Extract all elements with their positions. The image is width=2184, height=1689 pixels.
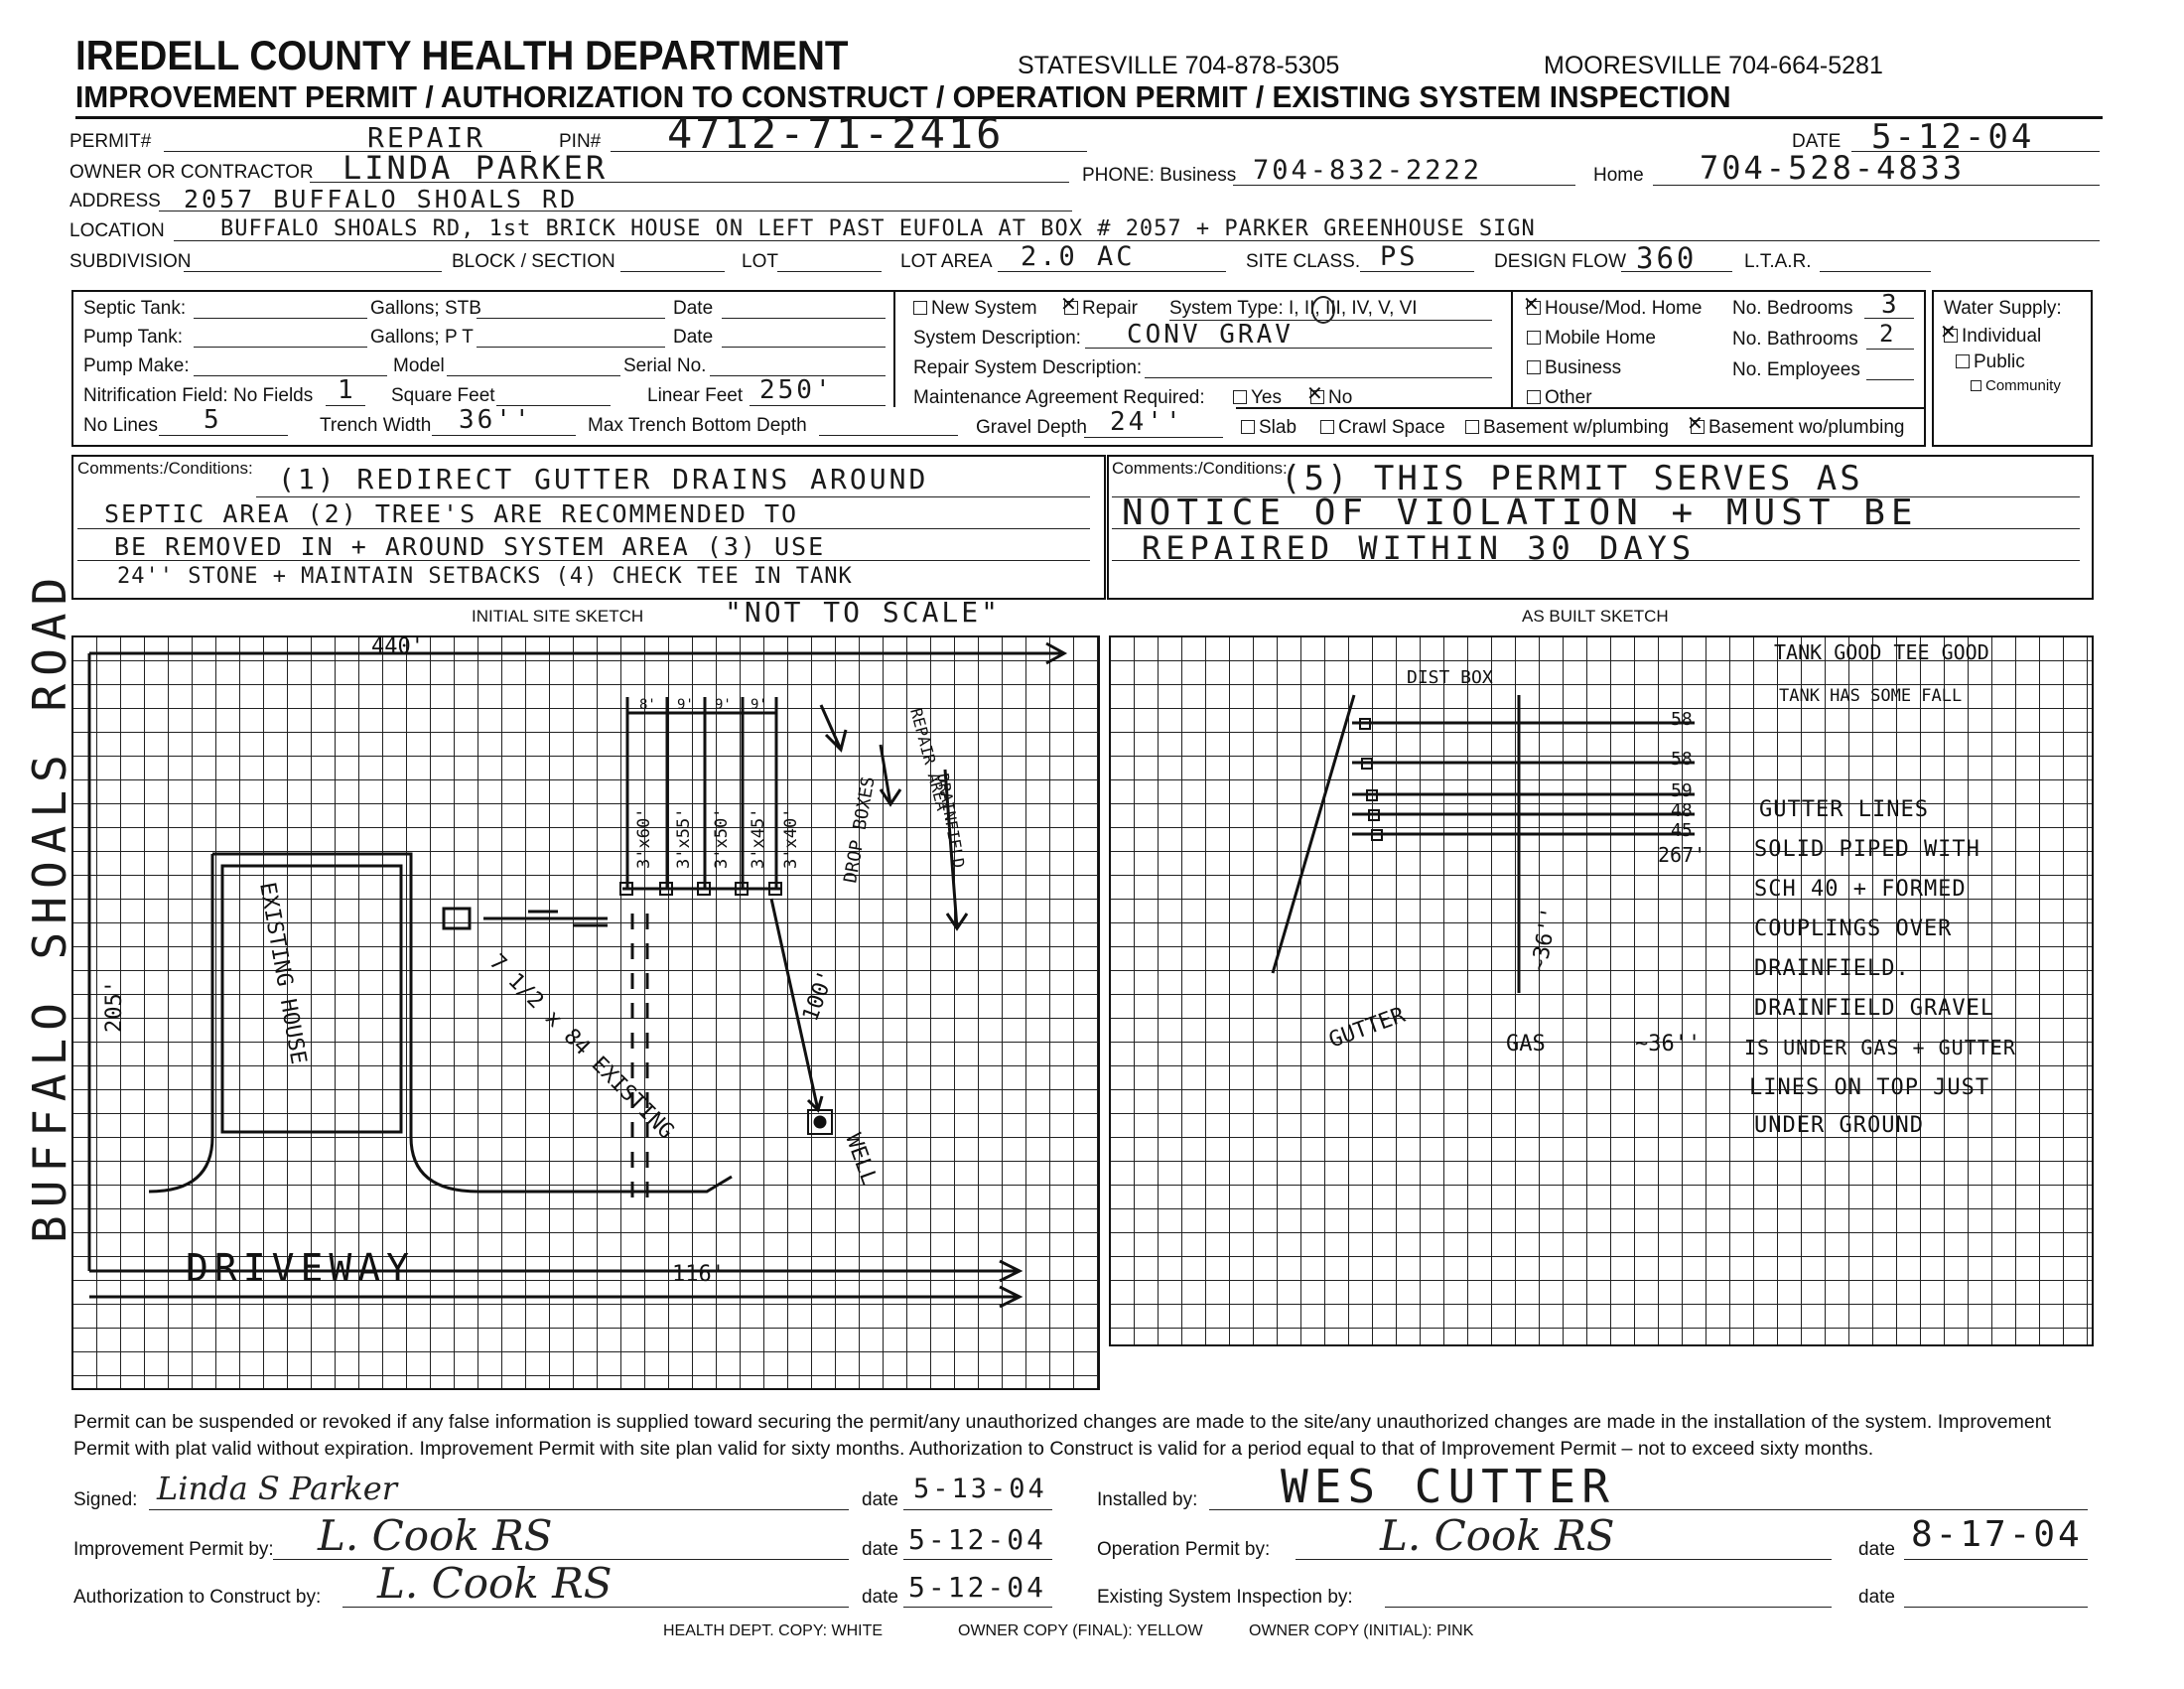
design-flow-value: 360 (1636, 241, 1698, 275)
fields-value: 1 (338, 375, 356, 405)
comments-right-text1: (5) THIS PERMIT SERVES AS (1281, 459, 1863, 498)
existing-label: Existing System Inspection by: (1097, 1587, 1353, 1608)
dist-box-line (1273, 695, 1354, 973)
operation-label: Operation Permit by: (1097, 1539, 1271, 1560)
employees-label: No. Employees (1732, 359, 1860, 380)
improvement-signature: L. Cook RS (318, 1511, 553, 1560)
signed-signature: Linda S Parker (157, 1470, 398, 1507)
subdivision-label: SUBDIVISION (69, 251, 192, 272)
length-label-1: 58 (1671, 709, 1693, 730)
bathrooms-value: 2 (1879, 320, 1897, 348)
depth-label-2: ~36'' (1635, 1032, 1702, 1056)
house-label: EXISTING HOUSE (254, 880, 311, 1066)
crawl-box (1320, 420, 1334, 434)
copy-yellow-label: OWNER COPY (FINAL): YELLOW (958, 1622, 1203, 1639)
not-to-scale-note: "NOT TO SCALE" (725, 596, 1002, 629)
line-label-2: 3'x55' (674, 807, 694, 869)
gutter-notes (1744, 797, 2016, 1138)
built-boxes (1360, 719, 1382, 840)
authorization-label: Authorization to Construct by: (73, 1587, 322, 1608)
maint-yes-checkbox[interactable] (1233, 387, 1282, 409)
gutter-note-2: SOLID PIPED WITH (1754, 837, 1980, 862)
spacing-label-2: 9' (677, 697, 694, 713)
bottom-dimension-label: 116' (672, 1262, 725, 1287)
bedrooms-label: No. Bedrooms (1732, 298, 1853, 319)
permit-label: PERMIT# (69, 131, 152, 152)
pt-line (477, 347, 665, 348)
block-label: BLOCK / SECTION (452, 251, 615, 272)
new-system-box (913, 301, 927, 315)
house-checkbox[interactable] (1527, 298, 1702, 320)
linear-label: Linear Feet (647, 385, 744, 406)
authorization-date-label: date (862, 1587, 898, 1608)
other-checkbox[interactable] (1527, 387, 1592, 409)
pump-make-label: Pump Make: (83, 355, 190, 376)
date-value: 5-12-04 (1871, 117, 2035, 157)
subdivision-line (184, 271, 442, 272)
disclaimer-line-2: Permit with plat valid without expiration. Improvement Permit with site plan valid for sixty months. Authorization to Construct is valid for a period equal to that of Improvement Permit – not to exceed sixty months. (73, 1438, 1874, 1460)
initial-site-drawing (71, 635, 1096, 1386)
serial-label: Serial No. (623, 355, 707, 376)
authorization-date-line[interactable] (903, 1607, 1052, 1608)
home-phone-value: 704-528-4833 (1700, 149, 1966, 187)
linear-line (750, 405, 886, 406)
maint-no-text: No (1328, 387, 1353, 408)
community-text: Community (1985, 377, 2061, 394)
ltar-line (1820, 271, 1931, 272)
repair-box (1064, 301, 1078, 315)
no-lines-line (159, 435, 288, 436)
dist-box-label: DIST BOX (1407, 667, 1493, 688)
driveway-label: DRIVEWAY (186, 1246, 416, 1290)
signed-date-label: date (862, 1489, 898, 1510)
no-lines-label: No Lines (83, 415, 158, 436)
comments-left-line1 (256, 496, 1090, 497)
site-class-label: SITE CLASS. (1246, 251, 1361, 272)
comments-left-text1: (1) REDIRECT GUTTER DRAINS AROUND (278, 463, 929, 495)
comments-right-label: Comments:/Conditions: (1112, 459, 1288, 478)
system-desc-label: System Description: (913, 328, 1081, 349)
pin-value: 4712-71-2416 (667, 109, 1005, 158)
public-box (1956, 354, 1970, 368)
drop-box-label: DROP BOXES (840, 774, 880, 885)
system-desc-value: CONV GRAV (1127, 320, 1294, 350)
existing-date-label: date (1858, 1587, 1895, 1608)
line-label-3: 3'x50' (712, 807, 732, 869)
system-divider-1 (893, 290, 895, 407)
mobile-text: Mobile Home (1545, 328, 1656, 349)
comments-left-text2: SEPTIC AREA (2) TREE'S ARE RECOMMENDED TO (104, 499, 799, 528)
department-title: IREDELL COUNTY HEALTH DEPARTMENT (75, 32, 849, 78)
location-value: BUFFALO SHOALS RD, 1st BRICK HOUSE ON LEFT PAST EUFOLA AT BOX # 2057 + PARKER GREENHOUSE SIGN (220, 216, 1536, 241)
new-system-text: New System (931, 298, 1037, 319)
phone-business-label: PHONE: Business (1082, 165, 1237, 186)
gravel-depth-value: 24'' (1110, 407, 1184, 437)
spacing-labels (639, 697, 767, 713)
installed-value: WES CUTTER (1281, 1460, 1615, 1513)
disclaimer-line-1: Permit can be suspended or revoked if any false information is supplied toward securing the permit/any unauthorized changes are made to the site/any unauthorized changes are made in the installation of the system. Improvement (73, 1411, 2052, 1433)
improvement-date-label: date (862, 1539, 898, 1560)
drainfield-label: DRAINFIELD (933, 772, 969, 870)
max-trench-label: Max Trench Bottom Depth (588, 415, 807, 436)
business-text: Business (1545, 357, 1622, 378)
line-label-4: 3'x45' (749, 807, 768, 869)
owner-value: LINDA PARKER (342, 149, 609, 187)
line-label-1: 3'x60' (634, 807, 654, 869)
length-label-2: 58 (1671, 749, 1693, 770)
system-divider-2 (1511, 290, 1513, 407)
maint-label: Maintenance Agreement Required: (913, 387, 1205, 408)
side-dimension-label: 205' (102, 980, 127, 1033)
date-label: DATE (1792, 131, 1842, 152)
mobile-checkbox[interactable] (1527, 328, 1656, 350)
repair-arrow-2 (881, 745, 900, 804)
gutter-note-9: UNDER GROUND (1754, 1113, 1924, 1138)
gutter-note-4: COUPLINGS OVER (1754, 916, 1953, 941)
date1-line (722, 318, 886, 319)
operation-signature: L. Cook RS (1380, 1511, 1615, 1560)
road-label: BUFFALO SHOALS ROAD (23, 569, 76, 1243)
as-built-drawing (1109, 635, 2090, 1342)
maint-yes-box (1233, 390, 1247, 404)
form-subtitle: IMPROVEMENT PERMIT / AUTHORIZATION TO CONSTRUCT / OPERATION PERMIT / EXISTING SYSTEM INSPECTION (75, 79, 1731, 114)
sqft-label: Square Feet (391, 385, 495, 406)
pump-tank-line (194, 347, 367, 348)
comments-left-line2 (77, 528, 1090, 529)
crawl-text: Crawl Space (1338, 417, 1445, 438)
tank-note-2: TANK HAS SOME FALL (1779, 686, 1963, 706)
lot-label: LOT (742, 251, 778, 272)
gas-label: GAS (1506, 1032, 1546, 1056)
authorization-signature: L. Cook RS (377, 1559, 613, 1608)
community-box (1971, 380, 1981, 391)
fields-line (326, 405, 365, 406)
basement-w-text: Basement w/plumbing (1483, 417, 1669, 438)
gutter-note-1: GUTTER LINES (1759, 797, 1929, 822)
basement-w-box (1465, 420, 1479, 434)
mooresville-phone: MOORESVILLE 704-664-5281 (1544, 52, 1883, 79)
signed-date-value: 5-13-04 (913, 1474, 1047, 1504)
public-text: Public (1974, 352, 2025, 372)
slab-checkbox[interactable] (1241, 417, 1297, 439)
individual-text: Individual (1962, 326, 2042, 347)
other-box (1527, 390, 1541, 404)
septic-tank-label: Septic Tank: (83, 298, 187, 319)
tank-pipe (483, 912, 608, 925)
stb-line (477, 318, 665, 319)
gutter-note-7: IS UNDER GAS + GUTTER (1744, 1036, 2016, 1059)
pump-tank-label: Pump Tank: (83, 327, 183, 348)
slab-text: Slab (1259, 417, 1297, 438)
slab-box (1241, 420, 1255, 434)
repair-arrow-1 (821, 705, 846, 750)
operation-date-line[interactable] (1904, 1559, 2088, 1560)
business-checkbox[interactable] (1527, 357, 1621, 379)
signed-line[interactable] (149, 1509, 849, 1510)
phone-business-value: 704-832-2222 (1253, 155, 1483, 186)
other-text: Other (1545, 387, 1592, 408)
individual-box (1944, 329, 1958, 343)
repair-area-label: REPAIR AREA (906, 706, 952, 813)
owner-label: OWNER OR CONTRACTOR (69, 162, 314, 183)
model-line (447, 375, 620, 376)
pin-label: PIN# (559, 131, 602, 152)
employees-line (1866, 379, 1914, 380)
ltar-label: L.T.A.R. (1744, 251, 1812, 272)
gutter-note-3: SCH 40 + FORMED (1754, 877, 1967, 902)
crawl-checkbox[interactable] (1320, 417, 1445, 439)
existing-line[interactable] (1385, 1607, 1832, 1608)
date2-line (722, 347, 886, 348)
spacing-label-3: 9' (715, 697, 732, 713)
top-dimension-label: 440' (371, 635, 424, 659)
comments-left-text4: 24'' STONE + MAINTAIN SETBACKS (4) CHECK TEE IN TANK (117, 564, 853, 589)
house-front (222, 866, 401, 1132)
business-box (1527, 360, 1541, 374)
linear-value: 250' (759, 375, 834, 405)
lot-area-label: LOT AREA (900, 251, 993, 272)
line-label-5: 3'x40' (781, 807, 801, 869)
max-trench-line (819, 435, 958, 436)
date1-label: Date (673, 298, 714, 319)
spacing-label-4: 9' (751, 697, 767, 713)
basement-wo-text: Basement wo/plumbing (1708, 417, 1905, 438)
gutter-note-6: DRAINFIELD GRAVEL (1754, 996, 1995, 1021)
bathrooms-line (1866, 349, 1914, 350)
basement-w-checkbox[interactable] (1465, 417, 1669, 439)
design-flow-label: DESIGN FLOW (1494, 251, 1627, 272)
date2-label: Date (673, 327, 714, 348)
water-supply-label: Water Supply: (1944, 298, 2062, 319)
gutter-note-5: DRAINFIELD. (1754, 956, 1910, 981)
statesville-phone: STATESVILLE 704-878-5305 (1018, 52, 1340, 79)
gravel-depth-label: Gravel Depth (976, 417, 1087, 438)
gallons-pt-label: Gallons; P T (370, 327, 474, 348)
installed-label: Installed by: (1097, 1489, 1198, 1510)
well-label: WELL (840, 1130, 882, 1189)
copy-white-label: HEALTH DEPT. COPY: WHITE (663, 1622, 884, 1639)
house-text: House/Mod. Home (1545, 298, 1703, 319)
existing-date-line[interactable] (1904, 1607, 2088, 1608)
property-line-top (89, 643, 1064, 663)
improvement-label: Improvement Permit by: (73, 1539, 274, 1560)
operation-date-label: date (1858, 1539, 1895, 1560)
address-value: 2057 BUFFALO SHOALS RD (184, 185, 579, 213)
repair-text: Repair (1082, 298, 1138, 319)
model-label: Model (393, 355, 445, 376)
subtitle-underline (75, 116, 2103, 119)
improvement-date-line[interactable] (903, 1559, 1052, 1560)
location-label: LOCATION (69, 220, 165, 241)
system-type-label: System Type: I, II, III, IV, V, VI (1169, 298, 1418, 319)
individual-checkbox[interactable] (1944, 326, 2041, 348)
as-built-title: AS BUILT SKETCH (1522, 607, 1669, 626)
improvement-date-value: 5-12-04 (908, 1523, 1047, 1556)
comments-left-label: Comments:/Conditions: (77, 459, 253, 478)
new-system-checkbox[interactable] (913, 298, 1037, 320)
site-class-value: PS (1380, 241, 1419, 272)
gravel-depth-line (1084, 437, 1223, 438)
comments-left-text3: BE REMOVED IN + AROUND SYSTEM AREA (3) USE (114, 532, 826, 561)
maint-no-box (1310, 390, 1324, 404)
gutter-note-8: LINES ON TOP JUST (1749, 1075, 1990, 1100)
gallons-stb-label: Gallons; STB (370, 298, 481, 319)
authorization-date-value: 5-12-04 (908, 1571, 1047, 1604)
length-label-3: 59 (1671, 780, 1693, 801)
bathrooms-label: No. Bathrooms (1732, 329, 1858, 350)
length-label-total: 267' (1658, 843, 1706, 867)
length-label-5: 45 (1671, 820, 1693, 841)
repair-checkbox[interactable] (1064, 298, 1138, 320)
lot-line (777, 271, 882, 272)
comments-right-text2: NOTICE OF VIOLATION + MUST BE (1122, 493, 1919, 533)
nitrification-label: Nitrification Field: No Fields (83, 385, 314, 406)
house-inner (149, 854, 212, 1192)
repair-desc-line (1145, 377, 1492, 378)
mobile-box (1527, 331, 1541, 345)
well-distance-label: 100' (798, 966, 840, 1026)
tank-label: 7 1/2 x 84 EXISTING (483, 949, 679, 1145)
community-checkbox[interactable] (1971, 377, 2061, 394)
no-lines-value: 5 (204, 405, 222, 435)
lot-area-value: 2.0 AC (1021, 241, 1136, 272)
tank-note-1: TANK GOOD TEE GOOD (1774, 640, 1989, 664)
block-line (620, 271, 725, 272)
operation-date-value: 8-17-04 (1911, 1514, 2083, 1555)
trench-width-label: Trench Width (320, 415, 432, 436)
trench-width-value: 36'' (459, 405, 533, 435)
permit-value: REPAIR (367, 121, 486, 154)
home-phone-label: Home (1593, 165, 1644, 186)
existing-line (632, 914, 647, 1211)
gutter-label: GUTTER (1325, 1002, 1409, 1054)
well-dot (815, 1117, 825, 1127)
signed-date-line[interactable] (903, 1509, 1052, 1510)
depth-label-1: ~36'' (1527, 905, 1564, 975)
bedrooms-value: 3 (1881, 290, 1900, 320)
septic-tank-line (194, 318, 367, 319)
signed-label: Signed: (73, 1489, 138, 1510)
house-box (1527, 301, 1541, 315)
existing-tank (444, 909, 470, 928)
basement-wo-box (1691, 420, 1705, 434)
maint-no-checkbox[interactable] (1310, 387, 1352, 409)
copy-pink-label: OWNER COPY (INITIAL): PINK (1249, 1622, 1474, 1639)
repair-desc-label: Repair System Description: (913, 357, 1143, 378)
pump-make-line (194, 375, 387, 376)
trench-width-line (432, 435, 576, 436)
basement-wo-checkbox[interactable] (1691, 417, 1905, 439)
spacing-label-1: 8' (639, 697, 656, 713)
comments-right-text3: REPAIRED WITHIN 30 DAYS (1142, 529, 1697, 567)
address-label: ADDRESS (69, 191, 161, 211)
length-label-4: 48 (1671, 800, 1693, 821)
public-checkbox[interactable] (1956, 352, 2025, 373)
initial-sketch-title: INITIAL SITE SKETCH (472, 607, 644, 626)
maint-yes-text: Yes (1251, 387, 1282, 408)
